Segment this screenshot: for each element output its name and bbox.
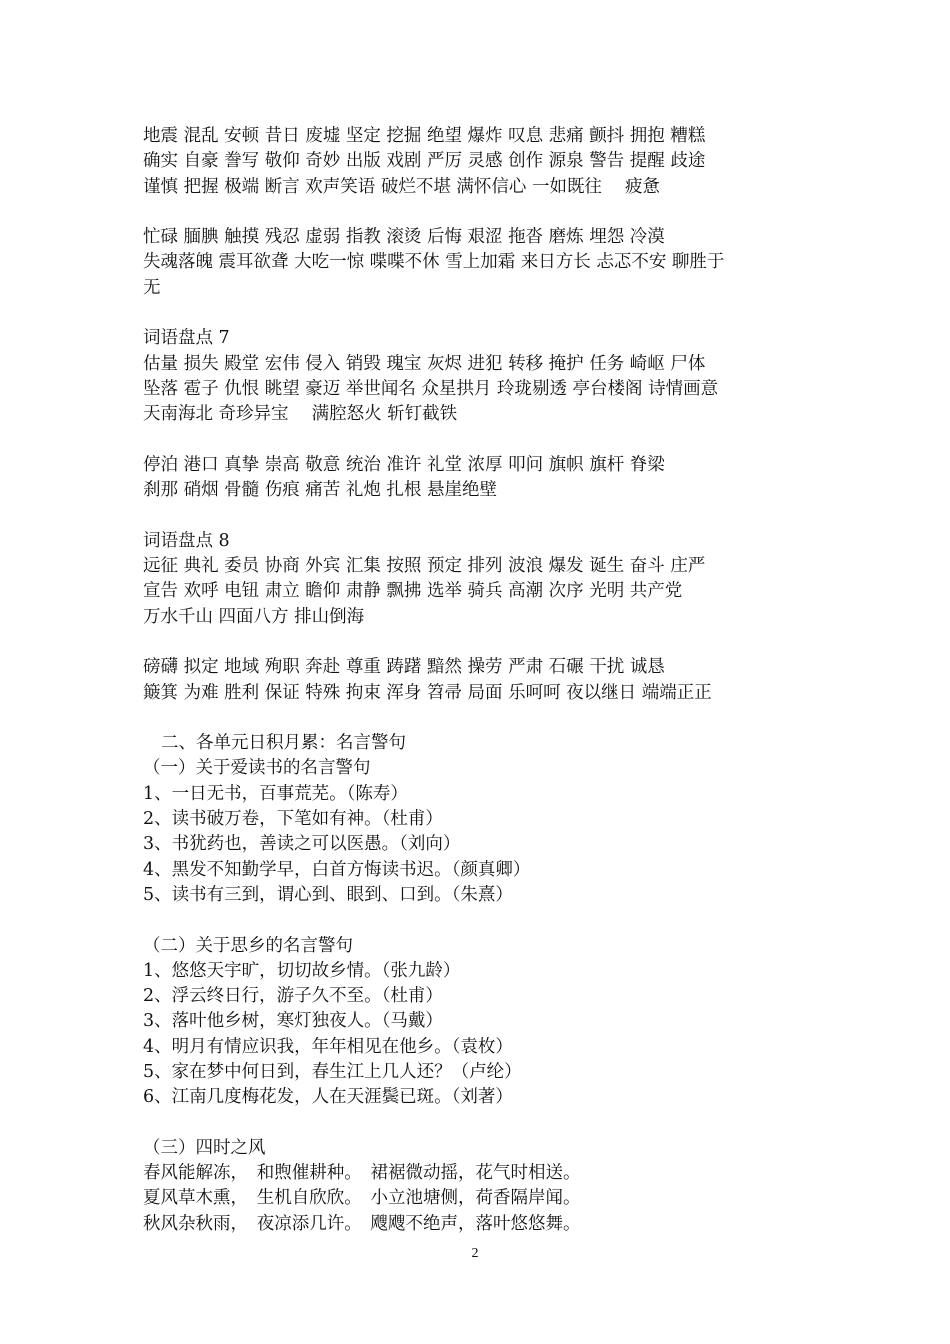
vocab-line: 磅礴 拟定 地域 殉职 奔赴 尊重 踌躇 黯然 操劳 严肃 石碾 干扰 诚恳: [143, 657, 665, 678]
quotes-heading: 二、各单元日积月累：名言警句: [161, 733, 406, 754]
spacer: [143, 706, 823, 731]
document-body: [143, 124, 823, 1237]
vocab-line: 地震 混乱 安顿 昔日 废墟 坚定 挖掘 绝望 爆炸 叹息 悲痛 颤抖 拥抱 糟糕: [143, 126, 706, 146]
quote-item: 6、江南几度梅花发，人在天涯鬓已斑。（刘著）: [143, 1087, 513, 1108]
quote-item: 3、落叶他乡树，寒灯独夜人。（马戴）: [143, 1011, 443, 1032]
vocab-line: 万水千山 四面八方 排山倒海: [143, 606, 365, 627]
spacer: [143, 630, 823, 655]
vocab-line: 天南海北 奇珍异宝 满腔怒火 斩钉截铁: [143, 404, 458, 425]
spacer: [143, 200, 823, 225]
quotes-section: [143, 731, 823, 1237]
section-7: [143, 326, 823, 503]
section-8: [143, 529, 823, 706]
section-title: 词语盘点 8: [143, 530, 230, 551]
quote-item: 1、悠悠天宇旷，切切故乡情。（张九龄）: [143, 960, 461, 981]
poem-line: 春风能解冻， 和煦催耕种。 裙裾微动摇，花气时相送。: [143, 1163, 581, 1184]
spacer: [143, 503, 823, 528]
section-title: 词语盘点 7: [143, 328, 230, 349]
quote-item: 4、黑发不知勤学早，白首方悔读书迟。（颜真卿）: [143, 859, 531, 880]
vocab-line: 无: [143, 277, 161, 298]
quote-item: 2、浮云终日行，游子久不至。（杜甫）: [143, 986, 443, 1007]
vocab-line: 刹那 硝烟 骨髓 伤痕 痛苦 礼炮 扎根 悬崖绝壁: [143, 480, 497, 501]
vocab-line: 坠落 雹子 仇恨 眺望 豪迈 举世闻名 众星拱月 玲珑剔透 亭台楼阁 诗情画意: [143, 378, 719, 399]
vocab-line: 确实 自豪 誊写 敬仰 奇妙 出版 戏剧 严厉 灵感 创作 源泉 警告 提醒 歧途: [143, 151, 706, 172]
page-number: 2: [471, 1246, 479, 1261]
vocab-line: 簸箕 为难 胜利 保证 特殊 拘束 浑身 笤帚 局面 乐呵呵 夜以继日 端端正正: [143, 682, 712, 703]
vocab-line: 估量 损失 殿堂 宏伟 侵入 销毁 瑰宝 灰烬 进犯 转移 掩护 任务 崎岖 尸体: [143, 353, 706, 374]
vocab-line: 宣告 欢呼 电钮 肃立 瞻仰 肃静 飘拂 选举 骑兵 高潮 次序 光明 共产党: [143, 581, 683, 602]
quote-item: 3、书犹药也，善读之可以医愚。（刘向）: [143, 834, 461, 855]
quote-item: 5、家在梦中何日到，春生江上几人还？（卢纶）: [143, 1061, 522, 1082]
subsection-title: （一）关于爱读书的名言警句: [143, 758, 371, 779]
spacer: [143, 301, 823, 326]
vocab-line: 远征 典礼 委员 协商 外宾 汇集 按照 预定 排列 波浪 爆发 诞生 奋斗 庄严: [143, 556, 706, 577]
spacer: [143, 908, 823, 933]
vocab-line: 忙碌 腼腆 触摸 残忍 虚弱 指教 滚烫 后悔 艰涩 拖沓 磨炼 埋怨 冷漠: [143, 227, 665, 248]
spacer: [143, 1111, 823, 1136]
vocab-line: 停泊 港口 真挚 崇高 敬意 统治 准许 礼堂 浓厚 叩问 旗帜 旗杆 脊梁: [143, 454, 665, 475]
quote-item: 2、读书破万卷，下笔如有神。（杜甫）: [143, 809, 443, 830]
quote-item: 4、明月有情应识我，年年相见在他乡。（袁枚）: [143, 1036, 513, 1057]
poem-line: 夏风草木熏， 生机自欣欣。 小立池塘侧，荷香隔岸闻。: [143, 1188, 581, 1209]
subsection-title: （三）四时之风: [143, 1137, 266, 1158]
spacer: [143, 428, 823, 453]
quote-item: 5、读书有三到，谓心到、眼到、口到。（朱熹）: [143, 884, 513, 905]
poem-line: 秋风杂秋雨， 夜凉添几许。 飕飕不绝声，落叶悠悠舞。: [143, 1213, 581, 1234]
vocab-block-1: [143, 124, 823, 200]
vocab-line: 谨慎 把握 极端 断言 欢声笑语 破烂不堪 满怀信心 一如既往 疲惫: [143, 176, 660, 197]
vocab-block-2: [143, 225, 823, 301]
subsection-title: （二）关于思乡的名言警句: [143, 935, 353, 956]
vocab-line: 失魂落魄 震耳欲聋 大吃一惊 喋喋不休 雪上加霜 来日方长 忐忑不安 聊胜于: [143, 252, 725, 273]
quote-item: 1、一日无书，百事荒芜。（陈寿）: [143, 783, 408, 804]
